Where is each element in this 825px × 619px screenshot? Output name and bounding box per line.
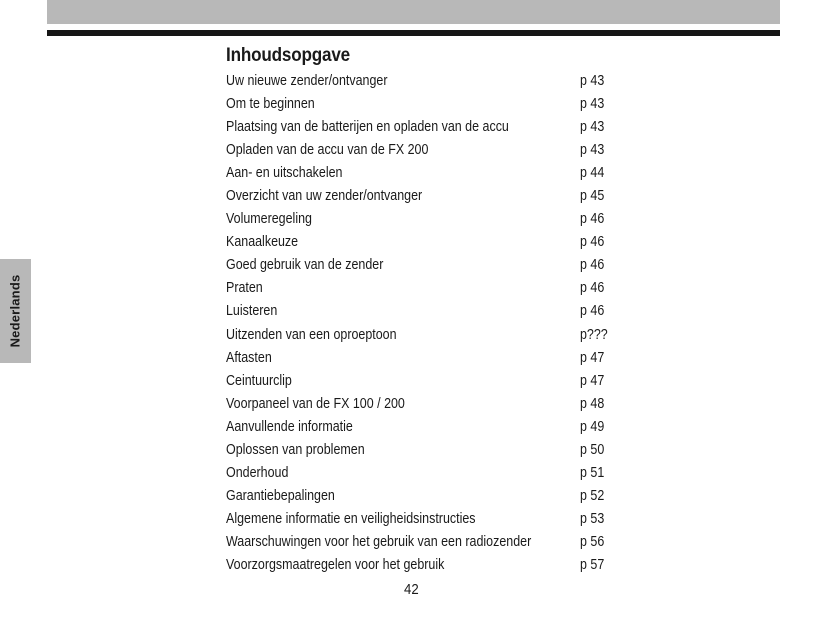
toc-entry-title: Praten <box>226 280 263 297</box>
toc-entry <box>226 208 626 231</box>
toc-entry-title: Luisteren <box>226 303 278 320</box>
toc-entry-page: p 47 <box>580 349 605 366</box>
toc-entry-page: p 48 <box>580 395 605 412</box>
toc-entry-title: Uitzenden van een oproeptoon <box>226 326 397 343</box>
toc-title: Inhoudsopgave <box>226 45 351 66</box>
toc-entry-title: Plaatsing van de batterijen en opladen van de accu <box>226 119 509 136</box>
toc-entry <box>226 439 626 462</box>
toc-entry-page: p 46 <box>580 280 605 297</box>
toc-entry-title: Voorpaneel van de FX 100 / 200 <box>226 395 405 412</box>
toc-entry-title: Oplossen van problemen <box>226 441 365 458</box>
toc-entry-title: Waarschuwingen voor het gebruik van een radiozender <box>226 533 532 550</box>
toc-entry <box>226 324 626 347</box>
toc-entry <box>226 185 626 208</box>
toc-entry <box>226 393 626 416</box>
toc-entry <box>226 462 626 485</box>
toc-entry <box>226 485 626 508</box>
toc-entry-page: p 43 <box>580 142 605 159</box>
toc-entry <box>226 162 626 185</box>
toc-entry <box>226 231 626 254</box>
toc-entry <box>226 531 626 554</box>
toc-entry-title: Aftasten <box>226 349 272 366</box>
toc-entry-page: p 50 <box>580 441 605 458</box>
toc-entry <box>226 116 626 139</box>
header-bar <box>47 0 780 24</box>
toc-entry-page: p 53 <box>580 510 605 527</box>
toc-entry-page: p 57 <box>580 556 605 573</box>
toc-entry-title: Overzicht van uw zender/ontvanger <box>226 188 423 205</box>
header-rule <box>47 30 780 36</box>
toc-entry-title: Uw nieuwe zender/ontvanger <box>226 73 388 89</box>
toc-entry-title: Onderhoud <box>226 464 289 481</box>
toc-entry-page: p 47 <box>580 372 605 389</box>
toc-entry-page: p 51 <box>580 464 605 481</box>
toc-entry-title: Opladen van de accu van de FX 200 <box>226 142 429 159</box>
toc-entry-page: p 44 <box>580 165 605 182</box>
toc-entry-page: p??? <box>580 326 608 343</box>
toc-entry <box>226 277 626 300</box>
toc-entry-page: p 46 <box>580 303 605 320</box>
toc-entry-title: Om te beginnen <box>226 96 315 113</box>
toc-entry-title: Garantiebepalingen <box>226 487 335 504</box>
toc-entry <box>226 347 626 370</box>
toc-entry <box>226 300 626 323</box>
toc-entry <box>226 254 626 277</box>
toc-entry-title: Voorzorgsmaatregelen voor het gebruik <box>226 556 445 573</box>
language-side-tab-label: Nederlands <box>7 274 23 348</box>
toc-entry <box>226 70 626 93</box>
toc-entry-title: Kanaalkeuze <box>226 234 299 251</box>
toc-entry-page: p 43 <box>580 73 605 89</box>
toc-entry-page: p 56 <box>580 533 605 550</box>
toc-entry-page: p 46 <box>580 234 605 251</box>
toc-entry <box>226 93 626 116</box>
toc-entry <box>226 416 626 439</box>
toc-entry-page: p 52 <box>580 487 605 504</box>
toc-entry-page: p 46 <box>580 211 605 228</box>
toc-entry <box>226 508 626 531</box>
toc-entry-title: Aan- en uitschakelen <box>226 165 343 182</box>
toc-entry-title: Volumeregeling <box>226 211 312 228</box>
toc-entry-page: p 46 <box>580 257 605 274</box>
toc-entry-page: p 43 <box>580 96 605 113</box>
toc-entry <box>226 370 626 393</box>
toc-entry-title: Goed gebruik van de zender <box>226 257 384 274</box>
toc-entry-title: Ceintuurclip <box>226 372 292 389</box>
toc-entry <box>226 139 626 162</box>
toc-entry-title: Algemene informatie en veiligheidsinstructies <box>226 510 476 527</box>
toc-entry-page: p 45 <box>580 188 605 205</box>
page-number: 42 <box>404 581 419 598</box>
toc-entry-title: Aanvullende informatie <box>226 418 353 435</box>
toc-entry-page: p 49 <box>580 418 605 435</box>
toc-entry-page: p 43 <box>580 119 605 136</box>
toc-list <box>226 70 626 577</box>
toc-entry <box>226 554 626 577</box>
